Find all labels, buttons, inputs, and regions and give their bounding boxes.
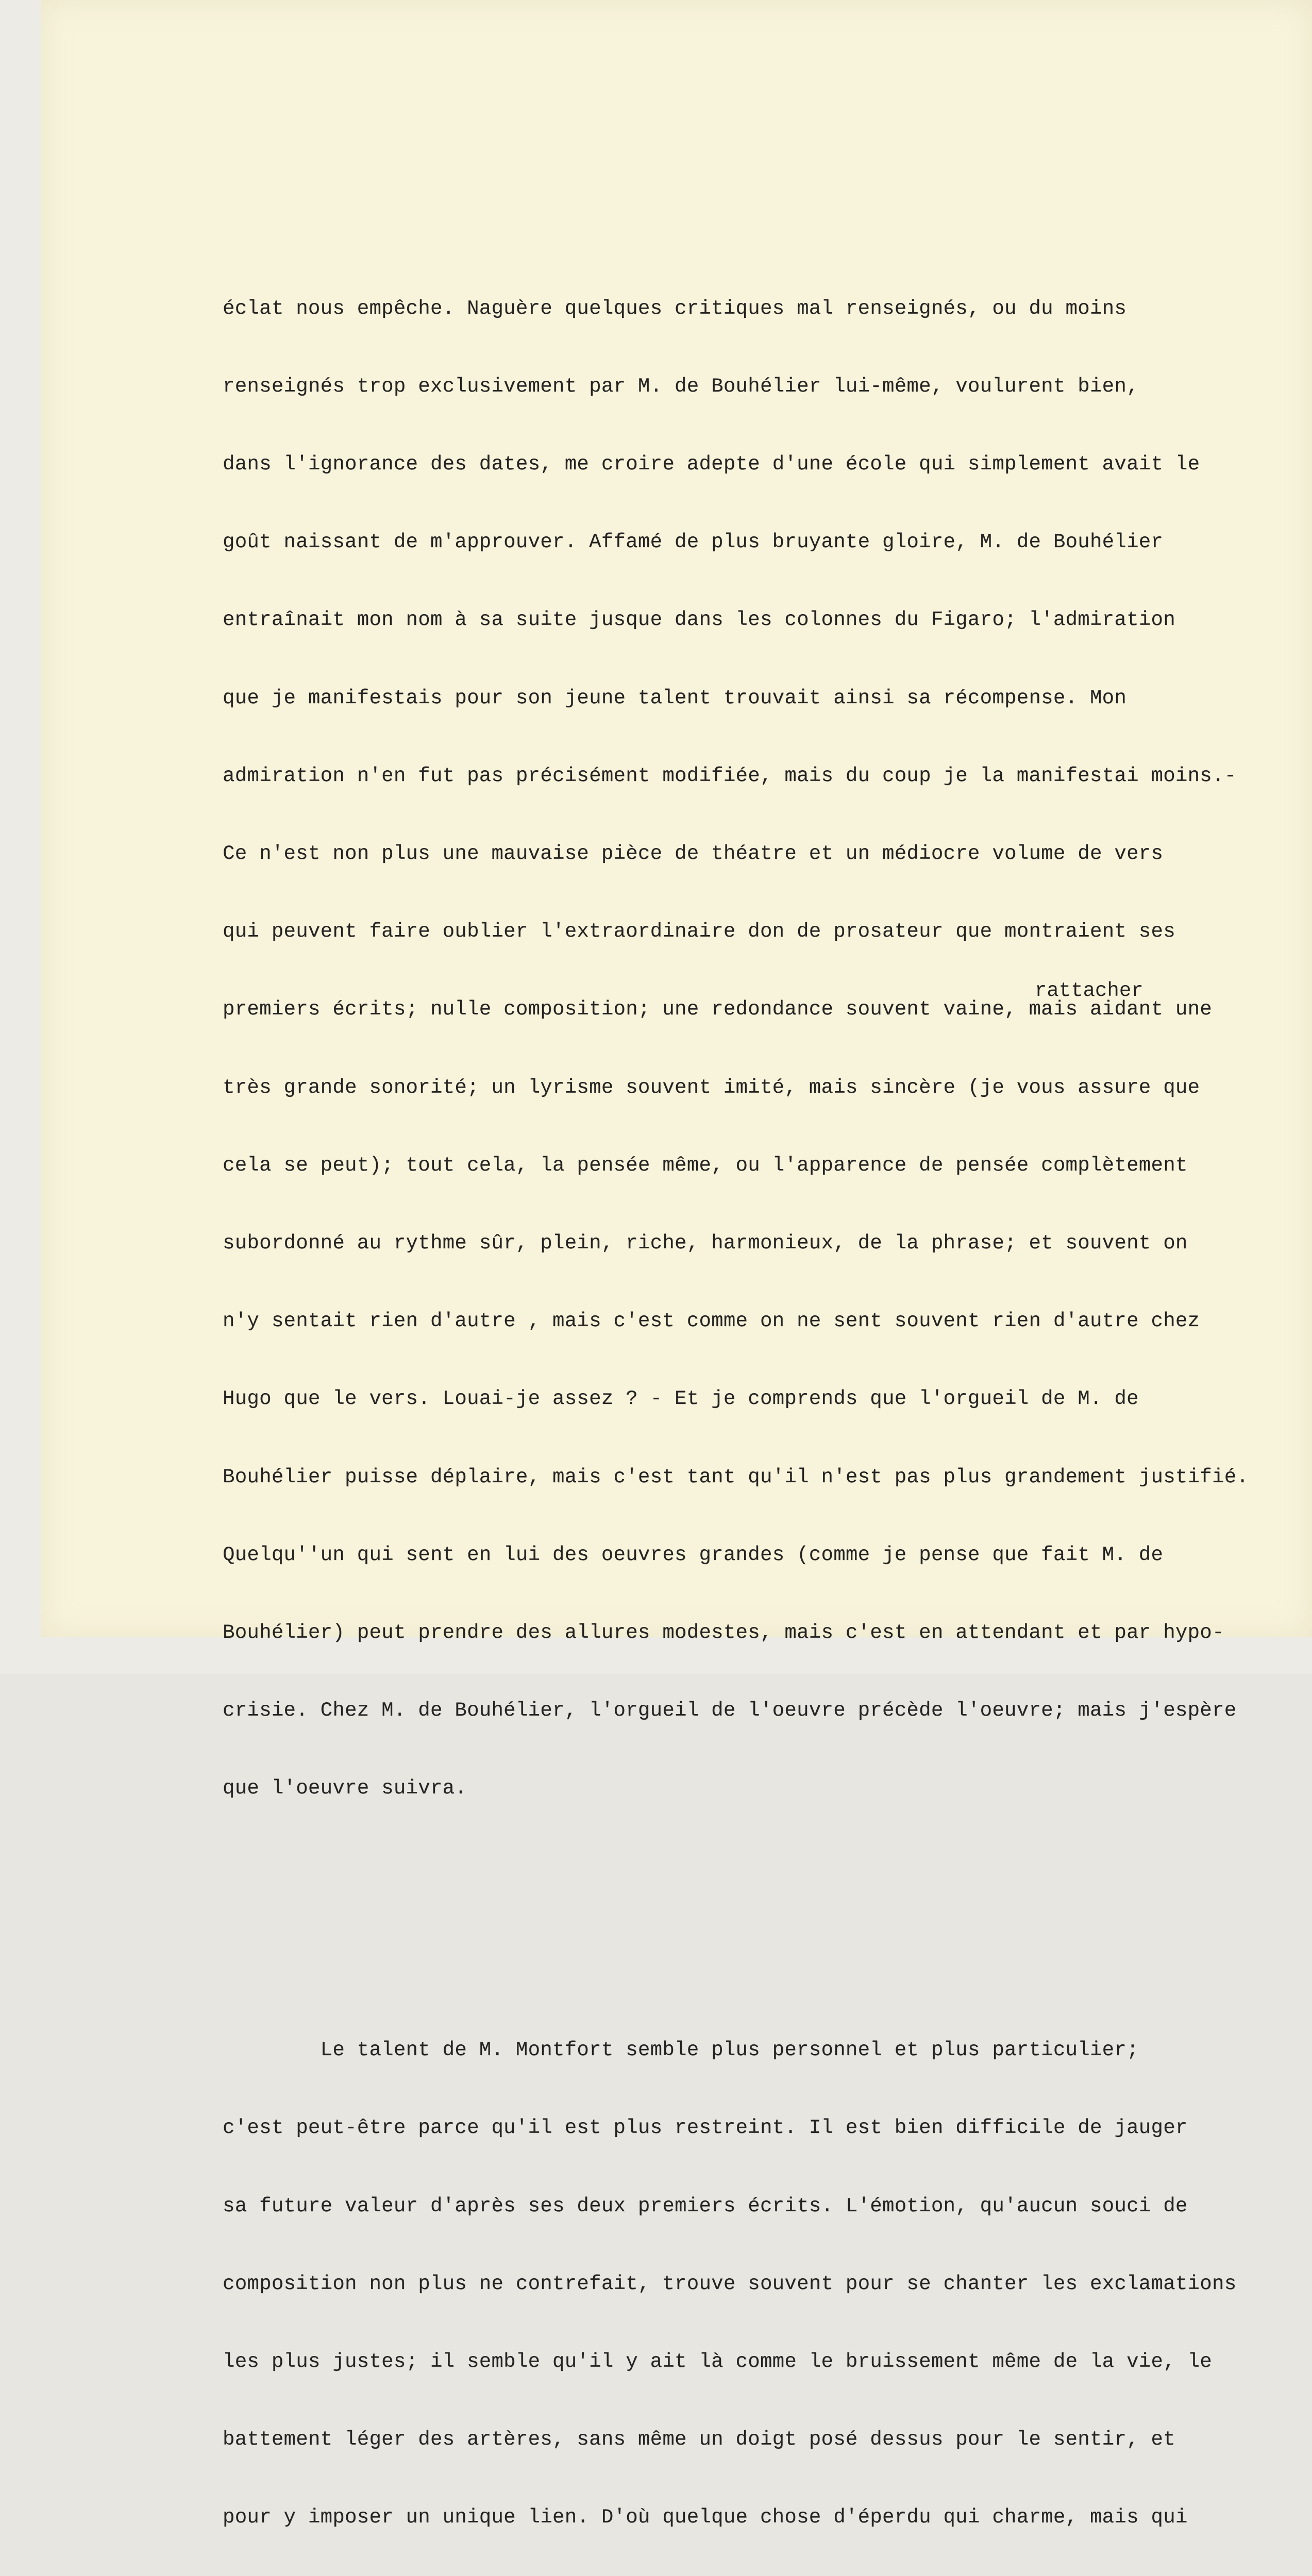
text-line: les plus justes; il semble qu'il y ait là comme le bruissement même de la vie, le xyxy=(223,2350,1213,2373)
text-line: crisie. Chez M. de Bouhélier, l'orgueil de l'oeuvre précède l'oeuvre; mais j'espère xyxy=(223,1699,1237,1722)
text-line: Bouhélier) peut prendre des allures modestes, mais c'est en attendant et par hypo- xyxy=(223,1621,1224,1645)
paragraph-1 xyxy=(223,244,1305,1854)
text-line: dans l'ignorance des dates, me croire adepte d'une école qui simplement avait le xyxy=(223,453,1200,476)
text-line: Bouhélier puisse déplaire, mais c'est tant qu'il n'est pas plus grandement justifié. xyxy=(223,1465,1249,1488)
text-line: Quelqu''un qui sent en lui des oeuvres grandes (comme je pense que fait M. de xyxy=(223,1543,1164,1566)
text-line: goût naissant de m'approuver. Affamé de plus bruyante gloire, M. de Bouhélier xyxy=(223,531,1164,554)
text-line: pour y imposer un unique lien. D'où quelque chose d'éperdu qui charme, mais qui xyxy=(223,2506,1188,2529)
text-line: subordonné au rythme sûr, plein, riche, harmonieux, de la phrase; et souvent on xyxy=(223,1232,1188,1255)
text-line: qui peuvent faire oublier l'extraordinaire don de prosateur que montraient ses xyxy=(223,920,1175,943)
text-line: sa future valeur d'après ses deux premiers écrits. L'émotion, qu'aucun souci de xyxy=(223,2194,1188,2217)
text-line: n'y sentait rien d'autre , mais c'est comme on ne sent souvent rien d'autre chez xyxy=(223,1310,1200,1333)
text-line: Le talent de M. Montfort semble plus personnel et plus particulier; xyxy=(223,2039,1139,2062)
text-line: très grande sonorité; un lyrisme souvent imité, mais sincère (je vous assure que xyxy=(223,1076,1200,1099)
text-line: battement léger des artères, sans même un doigt posé dessus pour le sentir, et xyxy=(223,2428,1175,2451)
text-line: renseignés trop exclusivement par M. de Bouhélier lui-même, voulurent bien, xyxy=(223,375,1139,398)
paragraph-2 xyxy=(223,1985,1305,2576)
text-line: composition non plus ne contrefait, trouve souvent pour se chanter les exclamations xyxy=(223,2272,1237,2295)
text-line: admiration n'en fut pas précisément modifiée, mais du coup je la manifestai moins.- xyxy=(223,764,1237,787)
text-line: premiers écrits; nulle composition; une redondance souvent vaine, mais aidant une xyxy=(223,998,1213,1021)
text-line: Ce n'est non plus une mauvaise pièce de théatre et un médiocre volume de vers xyxy=(223,842,1164,866)
text-line: que je manifestais pour son jeune talent trouvait ainsi sa récompense. Mon xyxy=(223,686,1127,709)
text-line: Hugo que le vers. Louai-je assez ? - Et je comprends que l'orgueil de M. de xyxy=(223,1387,1139,1411)
paragraph-gap xyxy=(223,1906,1305,1934)
text-line: cela se peut); tout cela, la pensée même, ou l'apparence de pensée complètement xyxy=(223,1154,1188,1177)
typewritten-text xyxy=(223,192,1305,2576)
text-line: entraînait mon nom à sa suite jusque dans les colonnes du Figaro; l'admiration xyxy=(223,608,1175,632)
scanner-margin xyxy=(0,0,41,1674)
text-line: c'est peut-être parce qu'il est plus restreint. Il est bien difficile de jauger xyxy=(223,2116,1188,2140)
text-line: éclat nous empêche. Naguère quelques critiques mal renseignés, ou du moins xyxy=(223,297,1127,320)
text-line: que l'oeuvre suivra. xyxy=(223,1777,467,1800)
signoff-word: rattacher xyxy=(1035,979,1143,1002)
